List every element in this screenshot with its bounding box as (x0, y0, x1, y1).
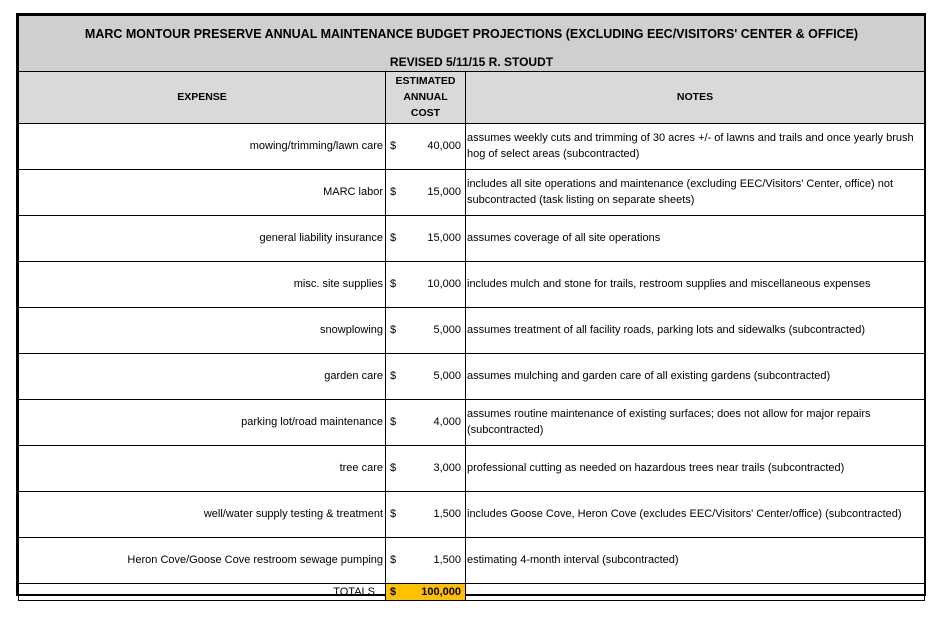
currency-symbol: $ (390, 369, 397, 382)
table-row (19, 399, 925, 445)
header-row (19, 71, 925, 123)
table-row (19, 123, 925, 169)
cost-value: 40,000 (427, 139, 461, 152)
table-row (19, 491, 925, 537)
cost-value: 10,000 (427, 277, 461, 290)
cost-cell (386, 399, 466, 445)
cost-value: 5,000 (433, 369, 461, 382)
notes-cell: professional cutting as needed on hazardous trees near trails (subcontracted) (466, 445, 925, 491)
table-row (19, 537, 925, 583)
currency-symbol: $ (390, 231, 397, 244)
cost-cell (386, 261, 466, 307)
cost-value: 3,000 (433, 461, 461, 474)
subtitle-row (19, 54, 925, 72)
expense-cell: general liability insurance (19, 215, 386, 261)
cost-value: 4,000 (433, 415, 461, 428)
table-row (19, 261, 925, 307)
cost-cell (386, 307, 466, 353)
table-row (19, 353, 925, 399)
notes-cell: assumes coverage of all site operations (466, 215, 925, 261)
cost-value: 15,000 (427, 231, 461, 244)
budget-sheet (16, 13, 926, 596)
sheet-title: MARC MONTOUR PRESERVE ANNUAL MAINTENANCE BUDGET PROJECTIONS (EXCLUDING EEC/VISITORS' CENTER & OFFICE) (19, 16, 925, 54)
cost-cell (386, 353, 466, 399)
notes-cell: assumes mulching and garden care of all existing gardens (subcontracted) (466, 353, 925, 399)
totals-notes-empty (466, 583, 925, 600)
expense-cell: well/water supply testing & treatment (19, 491, 386, 537)
table-row (19, 307, 925, 353)
totals-currency: $ (390, 585, 397, 598)
notes-cell: assumes treatment of all facility roads, parking lots and sidewalks (subcontracted) (466, 307, 925, 353)
currency-symbol: $ (390, 185, 397, 198)
expense-cell: misc. site supplies (19, 261, 386, 307)
expense-cell: tree care (19, 445, 386, 491)
expense-cell: mowing/trimming/lawn care (19, 123, 386, 169)
notes-cell: includes Goose Cove, Heron Cove (excludes EEC/Visitors' Center/office) (subcontracted) (466, 491, 925, 537)
notes-cell: assumes routine maintenance of existing surfaces; does not allow for major repairs (subcontracted) (466, 399, 925, 445)
table-row (19, 445, 925, 491)
expense-cell: snowplowing (19, 307, 386, 353)
totals-cost-cell (386, 583, 466, 600)
cost-cell (386, 215, 466, 261)
cost-value: 1,500 (433, 553, 461, 566)
title-row (19, 16, 925, 54)
cost-value: 1,500 (433, 507, 461, 520)
expense-cell: parking lot/road maintenance (19, 399, 386, 445)
notes-cell: estimating 4-month interval (subcontracted) (466, 537, 925, 583)
cost-cell (386, 537, 466, 583)
notes-cell: includes mulch and stone for trails, restroom supplies and miscellaneous expenses (466, 261, 925, 307)
expense-cell: MARC labor (19, 169, 386, 215)
cost-cell (386, 491, 466, 537)
currency-symbol: $ (390, 277, 397, 290)
totals-label: TOTALS (19, 583, 386, 600)
header-cost-line1: ESTIMATED (395, 75, 456, 87)
currency-symbol: $ (390, 415, 397, 428)
currency-symbol: $ (390, 553, 397, 566)
totals-row (19, 583, 925, 600)
header-notes: NOTES (466, 71, 925, 123)
header-cost-line3: COST (410, 107, 441, 119)
expense-cell: garden care (19, 353, 386, 399)
currency-symbol: $ (390, 507, 397, 520)
table-row (19, 169, 925, 215)
cost-cell (386, 123, 466, 169)
header-expense: EXPENSE (19, 71, 386, 123)
currency-symbol: $ (390, 139, 397, 152)
sheet-subtitle: REVISED 5/11/15 R. STOUDT (19, 54, 925, 72)
cost-cell (386, 169, 466, 215)
budget-table (18, 15, 925, 601)
currency-symbol: $ (390, 461, 397, 474)
header-cost (386, 71, 466, 123)
notes-cell: assumes weekly cuts and trimming of 30 acres +/- of lawns and trails and once yearly brush hog of select areas (subcontracted) (466, 123, 925, 169)
currency-symbol: $ (390, 323, 397, 336)
table-row (19, 215, 925, 261)
cost-cell (386, 445, 466, 491)
cost-value: 5,000 (433, 323, 461, 336)
notes-cell: includes all site operations and maintenance (excluding EEC/Visitors' Center, office) not subcontracted (task listing on separate sheets) (466, 169, 925, 215)
header-cost-line2: ANNUAL (403, 91, 448, 103)
expense-cell: Heron Cove/Goose Cove restroom sewage pumping (19, 537, 386, 583)
cost-value: 15,000 (427, 185, 461, 198)
totals-value: 100,000 (421, 585, 461, 598)
